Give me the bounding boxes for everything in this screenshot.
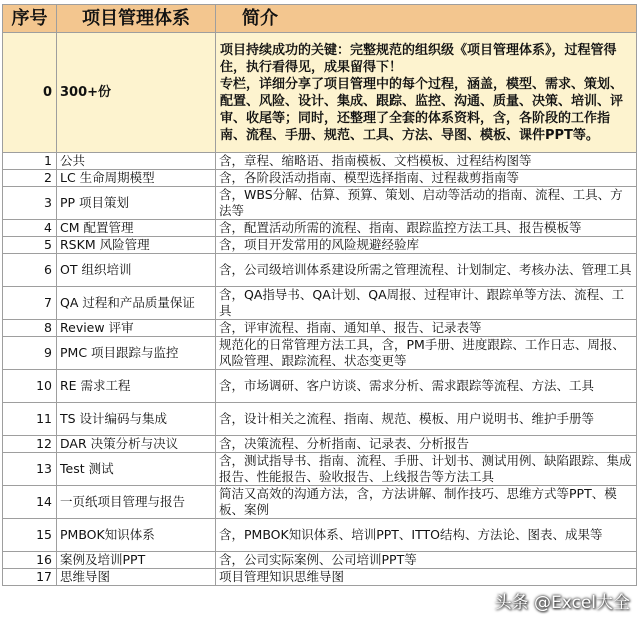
row-no: 12 <box>3 436 57 453</box>
row-no: 15 <box>3 519 57 552</box>
header-system: 项目管理体系 <box>57 5 216 33</box>
row-no: 10 <box>3 370 57 403</box>
project-system-table <box>2 4 637 586</box>
row-desc: 含，项目开发常用的风险规避经验库 <box>216 237 637 254</box>
row-desc: 含，PMBOK知识体系、培训PPT、ITTO结构、方法论、图表、成果等 <box>216 519 637 552</box>
row-no: 14 <box>3 486 57 519</box>
table-row <box>3 287 637 320</box>
table-row <box>3 403 637 436</box>
row-desc: 含，评审流程、指南、通知单、报告、记录表等 <box>216 320 637 337</box>
table-row <box>3 370 637 403</box>
row-no: 2 <box>3 170 57 187</box>
table-row <box>3 33 637 153</box>
row-desc: 含，决策流程、分析指南、记录表、分析报告 <box>216 436 637 453</box>
row-no: 13 <box>3 453 57 486</box>
row-no: 4 <box>3 220 57 237</box>
row-desc: 含，公司级培训体系建设所需之管理流程、计划制定、考核办法、管理工具 <box>216 254 637 287</box>
row-desc: 含，QA指导书、QA计划、QA周报、过程审计、跟踪单等方法、流程、工具 <box>216 287 637 320</box>
row-no: 16 <box>3 552 57 569</box>
row-desc: 含，设计相关之流程、指南、规范、模板、用户说明书、维护手册等 <box>216 403 637 436</box>
table-row <box>3 220 637 237</box>
table-row <box>3 486 637 519</box>
table-row <box>3 320 637 337</box>
row-no: 17 <box>3 569 57 586</box>
row-no: 0 <box>3 33 57 153</box>
table-row <box>3 237 637 254</box>
row-name: PP 项目策划 <box>57 187 216 220</box>
row-desc: 含，测试指导书、指南、流程、手册、计划书、测试用例、缺陷跟踪、集成报告、性能报告、验收报告、上线报告等方法工具 <box>216 453 637 486</box>
row-name: Test 测试 <box>57 453 216 486</box>
row-name: CM 配置管理 <box>57 220 216 237</box>
row-no: 5 <box>3 237 57 254</box>
row-name: RSKM 风险管理 <box>57 237 216 254</box>
row-name: TS 设计编码与集成 <box>57 403 216 436</box>
table-row <box>3 569 637 586</box>
row-name: 公共 <box>57 153 216 170</box>
row-name: OT 组织培训 <box>57 254 216 287</box>
header-row <box>3 5 637 33</box>
table-row <box>3 453 637 486</box>
row-name: 一页纸项目管理与报告 <box>57 486 216 519</box>
table-row <box>3 436 637 453</box>
row-desc: 含，WBS分解、估算、预算、策划、启动等活动的指南、流程、工具、方法等 <box>216 187 637 220</box>
row-no: 9 <box>3 337 57 370</box>
row-name: 思维导图 <box>57 569 216 586</box>
row-desc: 含，各阶段活动指南、模型选择指南、过程裁剪指南等 <box>216 170 637 187</box>
row-no: 11 <box>3 403 57 436</box>
header-intro: 简介 <box>216 5 637 33</box>
table-row <box>3 187 637 220</box>
row-no: 7 <box>3 287 57 320</box>
row-desc: 项目管理知识思维导图 <box>216 569 637 586</box>
table-row <box>3 170 637 187</box>
table-row <box>3 519 637 552</box>
table-row <box>3 153 637 170</box>
row-no: 1 <box>3 153 57 170</box>
row-name: LC 生命周期模型 <box>57 170 216 187</box>
row-name: QA 过程和产品质量保证 <box>57 287 216 320</box>
watermark: 头条 @Excel大全 <box>494 593 630 613</box>
row-desc: 含，章程、缩略语、指南模板、文档模板、过程结构图等 <box>216 153 637 170</box>
row-no: 6 <box>3 254 57 287</box>
row-name: PMBOK知识体系 <box>57 519 216 552</box>
row-desc: 规范化的日常管理方法工具，含，PM手册、进度跟踪、工作日志、周报、风险管理、跟踪流程、状态变更等 <box>216 337 637 370</box>
table-row <box>3 337 637 370</box>
table-row <box>3 254 637 287</box>
row-desc: 简洁又高效的沟通方法，含，方法讲解、制作技巧、思维方式等PPT、模板、案例 <box>216 486 637 519</box>
row-desc: 含，市场调研、客户访谈、需求分析、需求跟踪等流程、方法、工具 <box>216 370 637 403</box>
row-desc: 含，配置活动所需的流程、指南、跟踪监控方法工具、报告模板等 <box>216 220 637 237</box>
row-name: PMC 项目跟踪与监控 <box>57 337 216 370</box>
row-no: 8 <box>3 320 57 337</box>
row-name: DAR 决策分析与决议 <box>57 436 216 453</box>
row-name: 300+份 <box>57 33 216 153</box>
header-no: 序号 <box>3 5 57 33</box>
row-no: 3 <box>3 187 57 220</box>
row-name: 案例及培训PPT <box>57 552 216 569</box>
row-name: Review 评审 <box>57 320 216 337</box>
row-name: RE 需求工程 <box>57 370 216 403</box>
row-desc: 项目持续成功的关键：完整规范的组织级《项目管理体系》，过程管得住，执行看得见，成果留得下！ 专栏，详细分享了项目管理中的每个过程，涵盖，模型、需求、策划、配置、风险、设计、集成、跟踪、监控、沟通、质量、决策、培训、评审、收尾等；同时，还整理了全套的体系资料，含，各阶段的工作指南、流程、手册、规范、工具、方法、导图、模板、课件PPT等。 <box>216 33 637 153</box>
row-desc: 含，公司实际案例、公司培训PPT等 <box>216 552 637 569</box>
table-row <box>3 552 637 569</box>
